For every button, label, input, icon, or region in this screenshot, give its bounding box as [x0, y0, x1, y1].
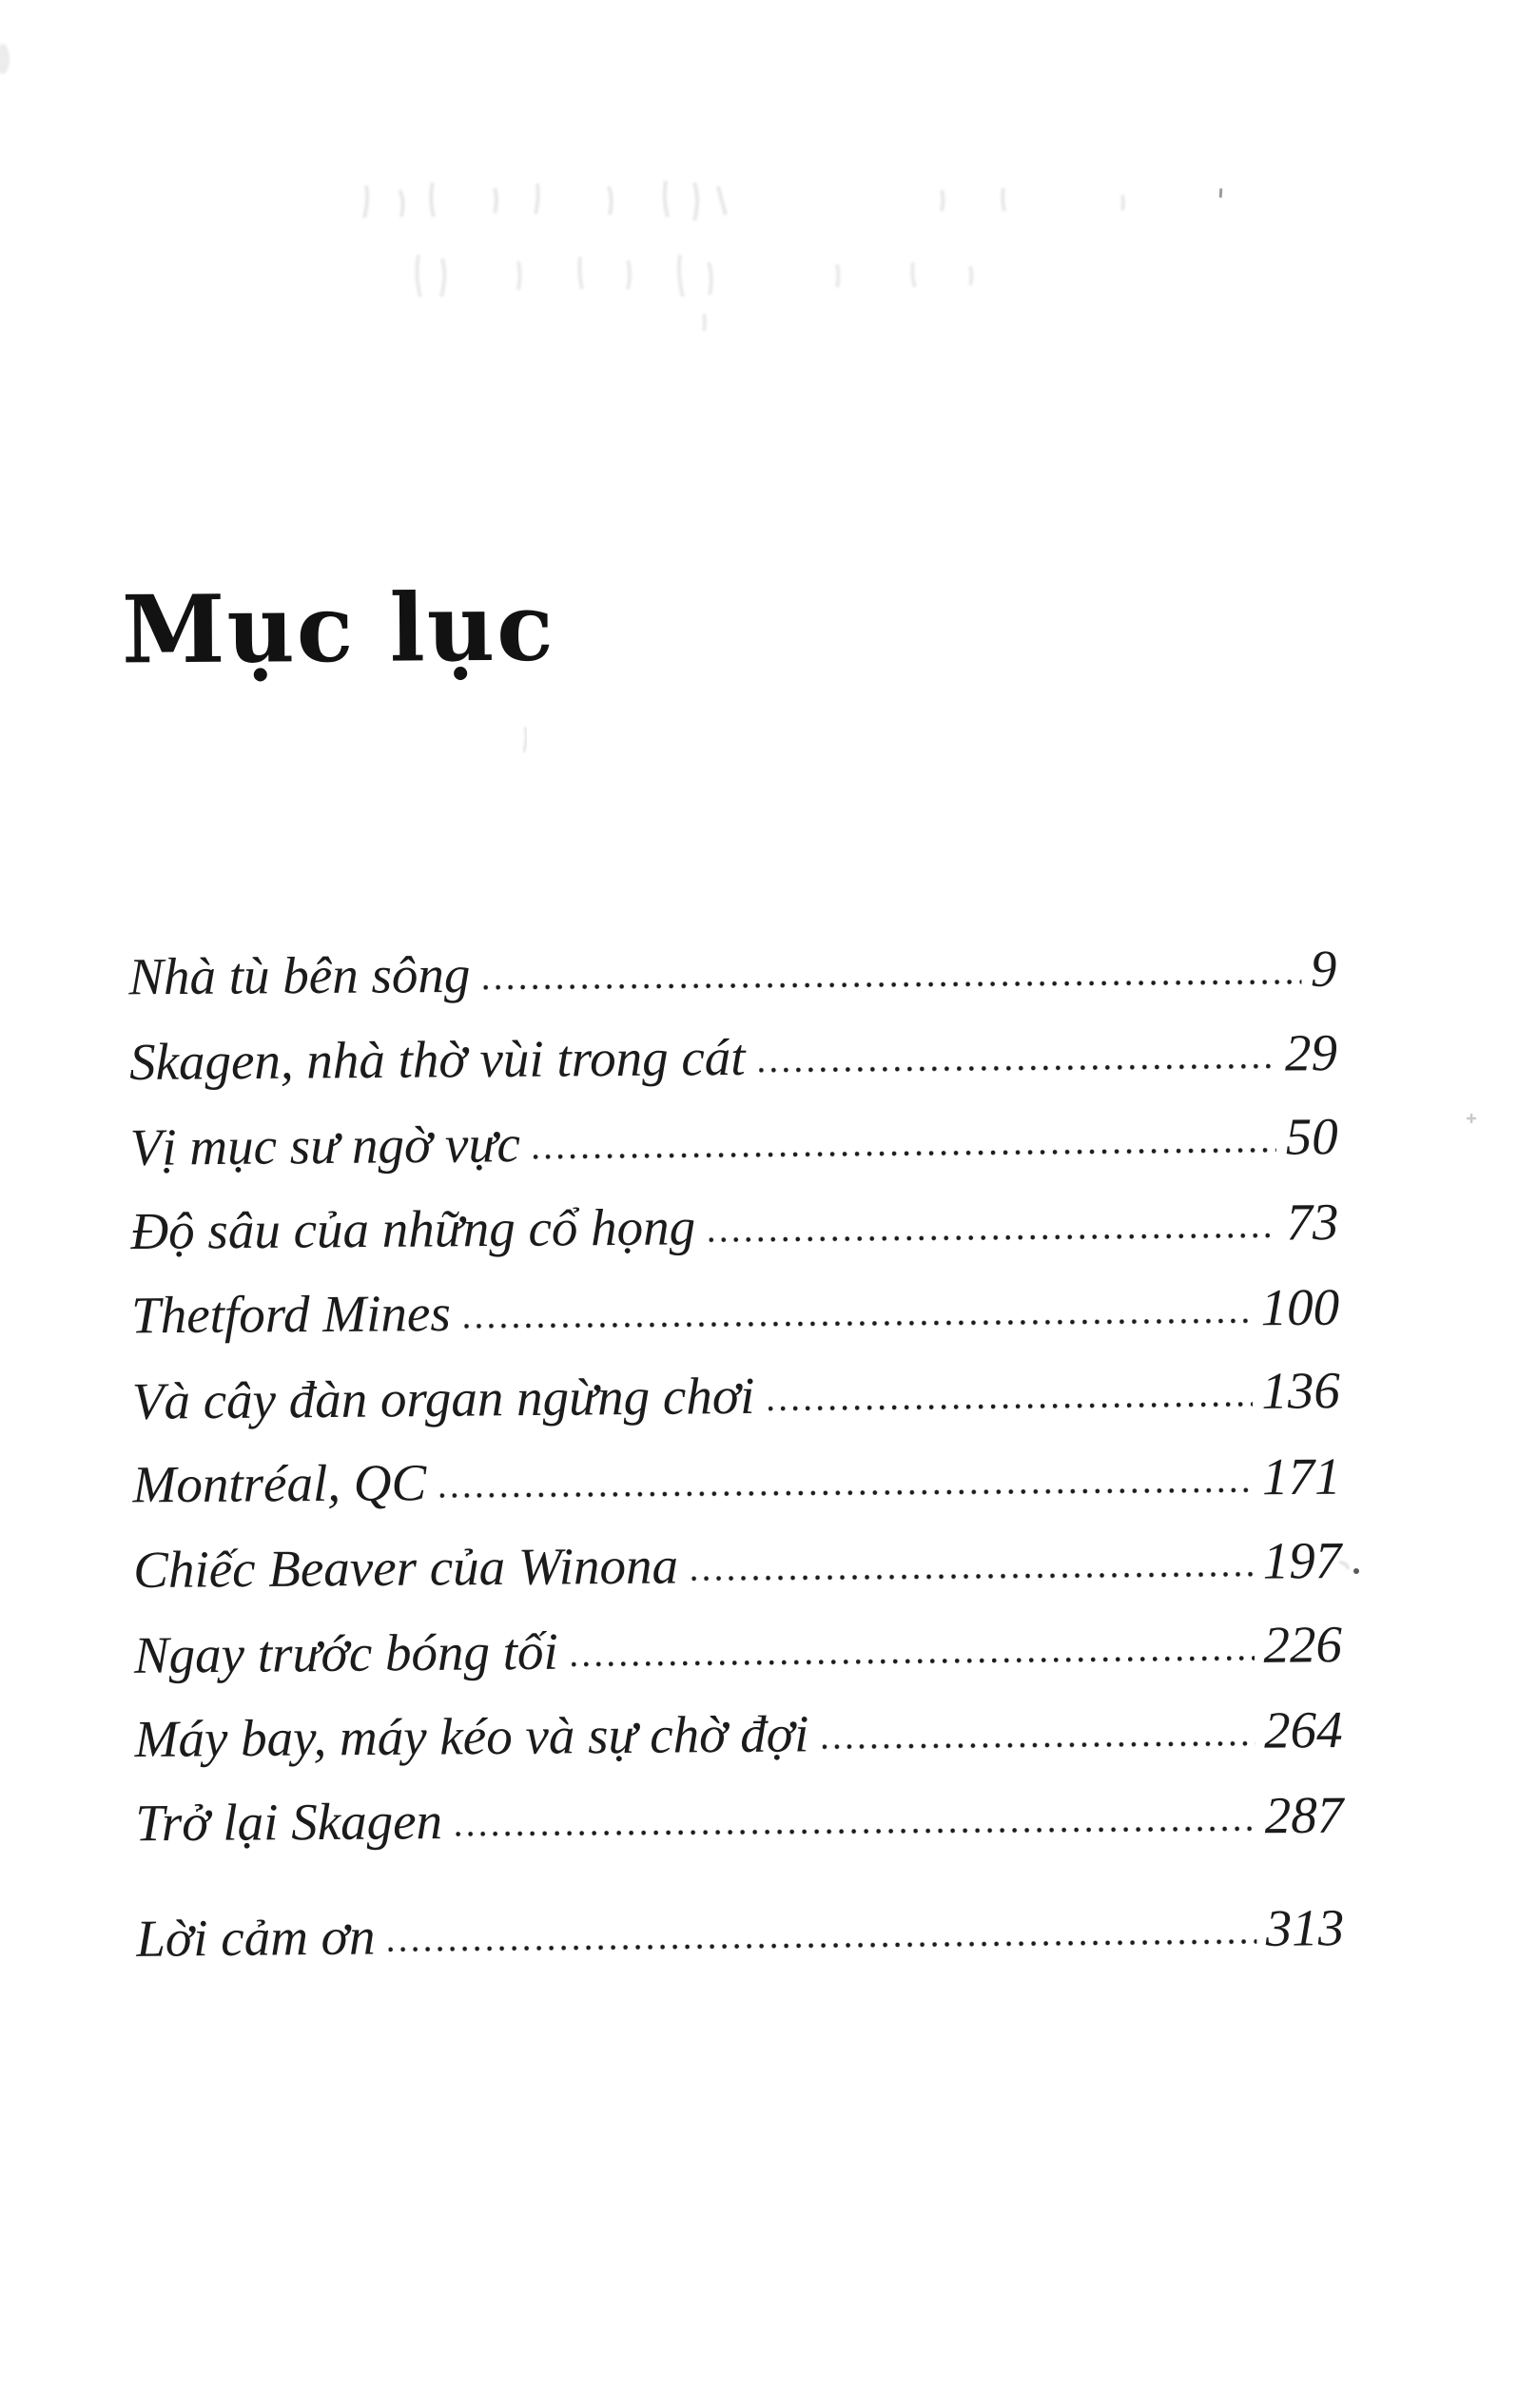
toc-entry — [133, 1518, 1342, 1612]
dotted-leader — [464, 1316, 1252, 1330]
toc-entry-page-number: 136 — [1261, 1361, 1341, 1420]
toc-entry-page-number: 100 — [1260, 1277, 1340, 1337]
toc-entry — [136, 1885, 1345, 1981]
toc-entry-page-number: 197 — [1262, 1531, 1342, 1590]
toc-entry-page-number: 73 — [1286, 1193, 1339, 1252]
scan-speck — [1467, 1114, 1476, 1123]
toc-entry-title: Chiếc Beaver của Winona — [133, 1536, 679, 1599]
toc-entry — [129, 1010, 1338, 1104]
toc-entry — [131, 1265, 1340, 1358]
scan-speck — [1219, 188, 1223, 198]
toc-entry — [135, 1773, 1344, 1866]
dotted-leader — [456, 1824, 1255, 1838]
toc-entry — [132, 1434, 1341, 1527]
dotted-leader — [389, 1937, 1256, 1953]
dotted-leader — [768, 1400, 1252, 1413]
page-title: Mục lục — [121, 573, 556, 686]
toc-entry-page-number: 9 — [1310, 939, 1337, 998]
showthrough-band — [364, 181, 1123, 221]
dotted-leader — [759, 1062, 1276, 1075]
dotted-leader — [439, 1486, 1253, 1500]
toc-entry-page-number: 226 — [1263, 1615, 1343, 1674]
toc-entry-page-number: 50 — [1285, 1107, 1338, 1166]
toc-entry — [128, 926, 1337, 1020]
dotted-leader — [822, 1739, 1255, 1752]
dotted-leader — [572, 1654, 1255, 1669]
toc-entry-page-number: 313 — [1265, 1898, 1345, 1957]
toc-entry — [134, 1602, 1343, 1698]
toc-entry-title: Thetford Mines — [130, 1284, 451, 1345]
toc-entry — [134, 1687, 1343, 1781]
toc-entry-title: Skagen, nhà thờ vùi trong cát — [128, 1027, 746, 1091]
toc-entry-title: Trở lại Skagen — [135, 1792, 443, 1853]
toc-entry-page-number: 29 — [1284, 1023, 1338, 1082]
toc-entry-title: Máy bay, máy kéo và sự chờ đợi — [134, 1704, 809, 1768]
toc-entry-title: Montréal, QC — [132, 1453, 427, 1514]
toc-entry-title: Nhà tù bên sông — [128, 944, 471, 1006]
toc-entry-title: Độ sâu của những cổ họng — [130, 1197, 696, 1260]
scan-smudge — [523, 728, 527, 752]
dotted-leader — [483, 978, 1301, 992]
showthrough-band — [417, 255, 971, 331]
toc-entry-page-number: 264 — [1263, 1700, 1343, 1759]
toc-entry-page-number: 287 — [1264, 1785, 1344, 1845]
toc-entry-title: Lời cảm ơn — [136, 1907, 376, 1968]
scan-speck — [1353, 1568, 1359, 1574]
toc-entry-page-number: 171 — [1261, 1447, 1341, 1506]
toc-entry-title: Vị mục sư ngờ vực — [129, 1115, 521, 1176]
dotted-leader — [691, 1570, 1254, 1583]
toc-entry — [131, 1348, 1340, 1444]
dotted-leader — [709, 1232, 1276, 1245]
toc-entry-title: Ngay trước bóng tối — [133, 1622, 559, 1684]
toc-entry-title: Và cây đàn organ ngừng chơi — [131, 1366, 755, 1430]
table-of-contents — [128, 925, 1345, 1980]
scan-smudge — [0, 44, 10, 74]
toc-entry — [129, 1094, 1338, 1190]
dotted-leader — [534, 1146, 1276, 1161]
toc-entry — [130, 1179, 1339, 1273]
